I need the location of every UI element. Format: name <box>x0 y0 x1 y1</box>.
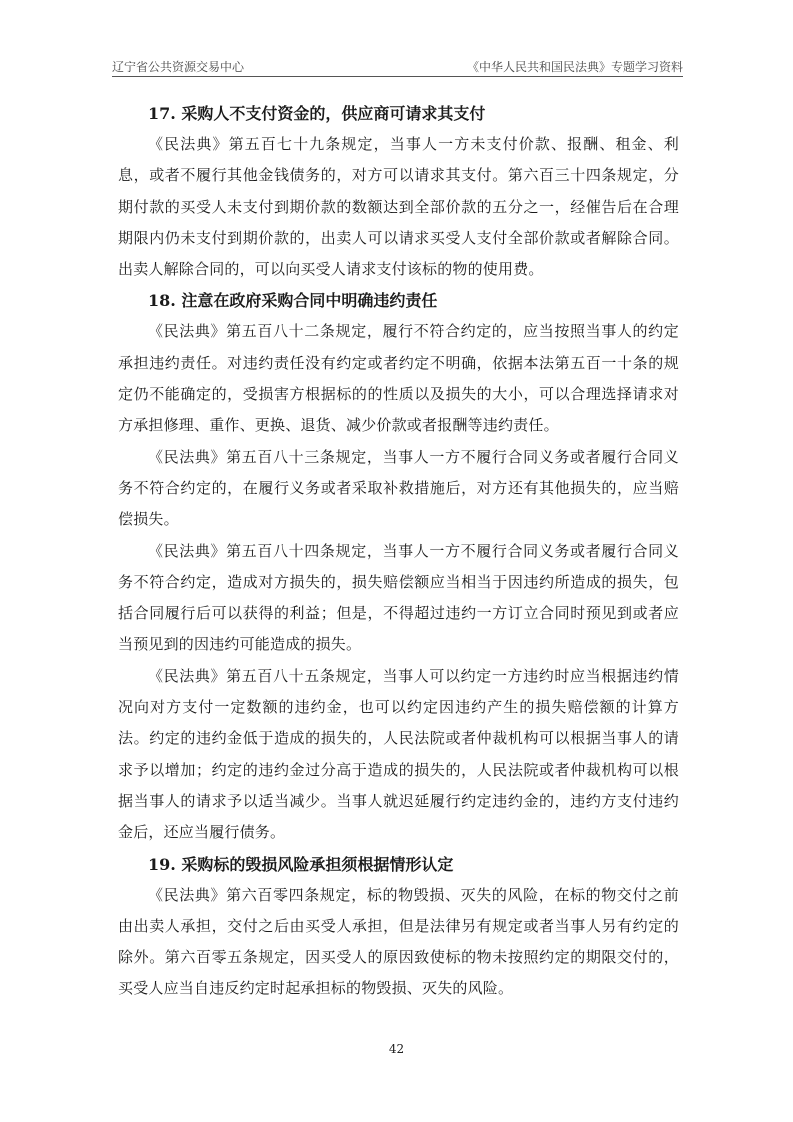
paragraph: 《民法典》第五百八十四条规定，当事人一方不履行合同义务或者履行合同义务不符合约定，造成对方损失的，损失赔偿额应当相当于因违约所造成的损失，包括合同履行后可以获得的利益；但是，不得超过违约一方订立合同时预见到或者应当预见到的因违约可能造成的损失。 <box>118 541 679 654</box>
header-organization: 辽宁省公共资源交易中心 <box>112 60 245 74</box>
paragraph: 《民法典》第五百七十九条规定，当事人一方未支付价款、报酬、租金、利息，或者不履行其他金钱债务的，对方可以请求其支付。第六百三十四条规定，分期付款的买受人未支付到期价款的数额达到全部价款的五分之一，经催告后在合理期限内仍未支付到期价款的，出卖人可以请求买受人支付全部价款或者解除合同。出卖人解除合同的，可以向买受人请求支付该标的物的使用费。 <box>118 135 679 279</box>
page-header <box>112 58 683 77</box>
section-17 <box>118 98 679 285</box>
paragraph: 《民法典》第五百八十五条规定，当事人可以约定一方违约时应当根据违约情况向对方支付一定数额的违约金，也可以约定因违约产生的损失赔偿额的计算方法。约定的违约金低于造成的损失的，人民法院或者仲裁机构可以根据当事人的请求予以增加；约定的违约金过分高于造成的损失的，人民法院或者仲裁机构可以根据当事人的请求予以适当减少。当事人就迟延履行约定违约金的，违约方支付违约金后，还应当履行债务。 <box>118 666 679 842</box>
header-document-title: 《中华人民共和国民法典》专题学习资料 <box>466 60 683 74</box>
section-18 <box>118 285 679 848</box>
section-19 <box>118 849 679 1005</box>
section-heading: 19. 采购标的毁损风险承担须根据情形认定 <box>148 854 454 874</box>
paragraph: 《民法典》第五百八十三条规定，当事人一方不履行合同义务或者履行合同义务不符合约定的，在履行义务或者采取补救措施后，对方还有其他损失的，应当赔偿损失。 <box>118 447 679 529</box>
paragraph: 《民法典》第六百零四条规定，标的物毁损、灭失的风险，在标的物交付之前由出卖人承担，交付之后由买受人承担，但是法律另有规定或者当事人另有约定的除外。第六百零五条规定，因买受人的原因致使标的物未按照约定的期限交付的，买受人应当自违反约定时起承担标的物毁损、灭失的风险。 <box>118 885 679 998</box>
paragraph: 《民法典》第五百八十二条规定，履行不符合约定的，应当按照当事人的约定承担违约责任。对违约责任没有约定或者约定不明确，依据本法第五百一十条的规定仍不能确定的，受损害方根据标的的性质以及损失的大小，可以合理选择请求对方承担修理、重作、更换、退货、减少价款或者报酬等违约责任。 <box>118 322 679 435</box>
section-heading: 18. 注意在政府采购合同中明确违约责任 <box>148 291 438 311</box>
document-body <box>118 98 679 1005</box>
section-heading: 17. 采购人不支付资金的，供应商可请求其支付 <box>148 104 486 123</box>
page-number: 42 <box>388 1042 405 1056</box>
